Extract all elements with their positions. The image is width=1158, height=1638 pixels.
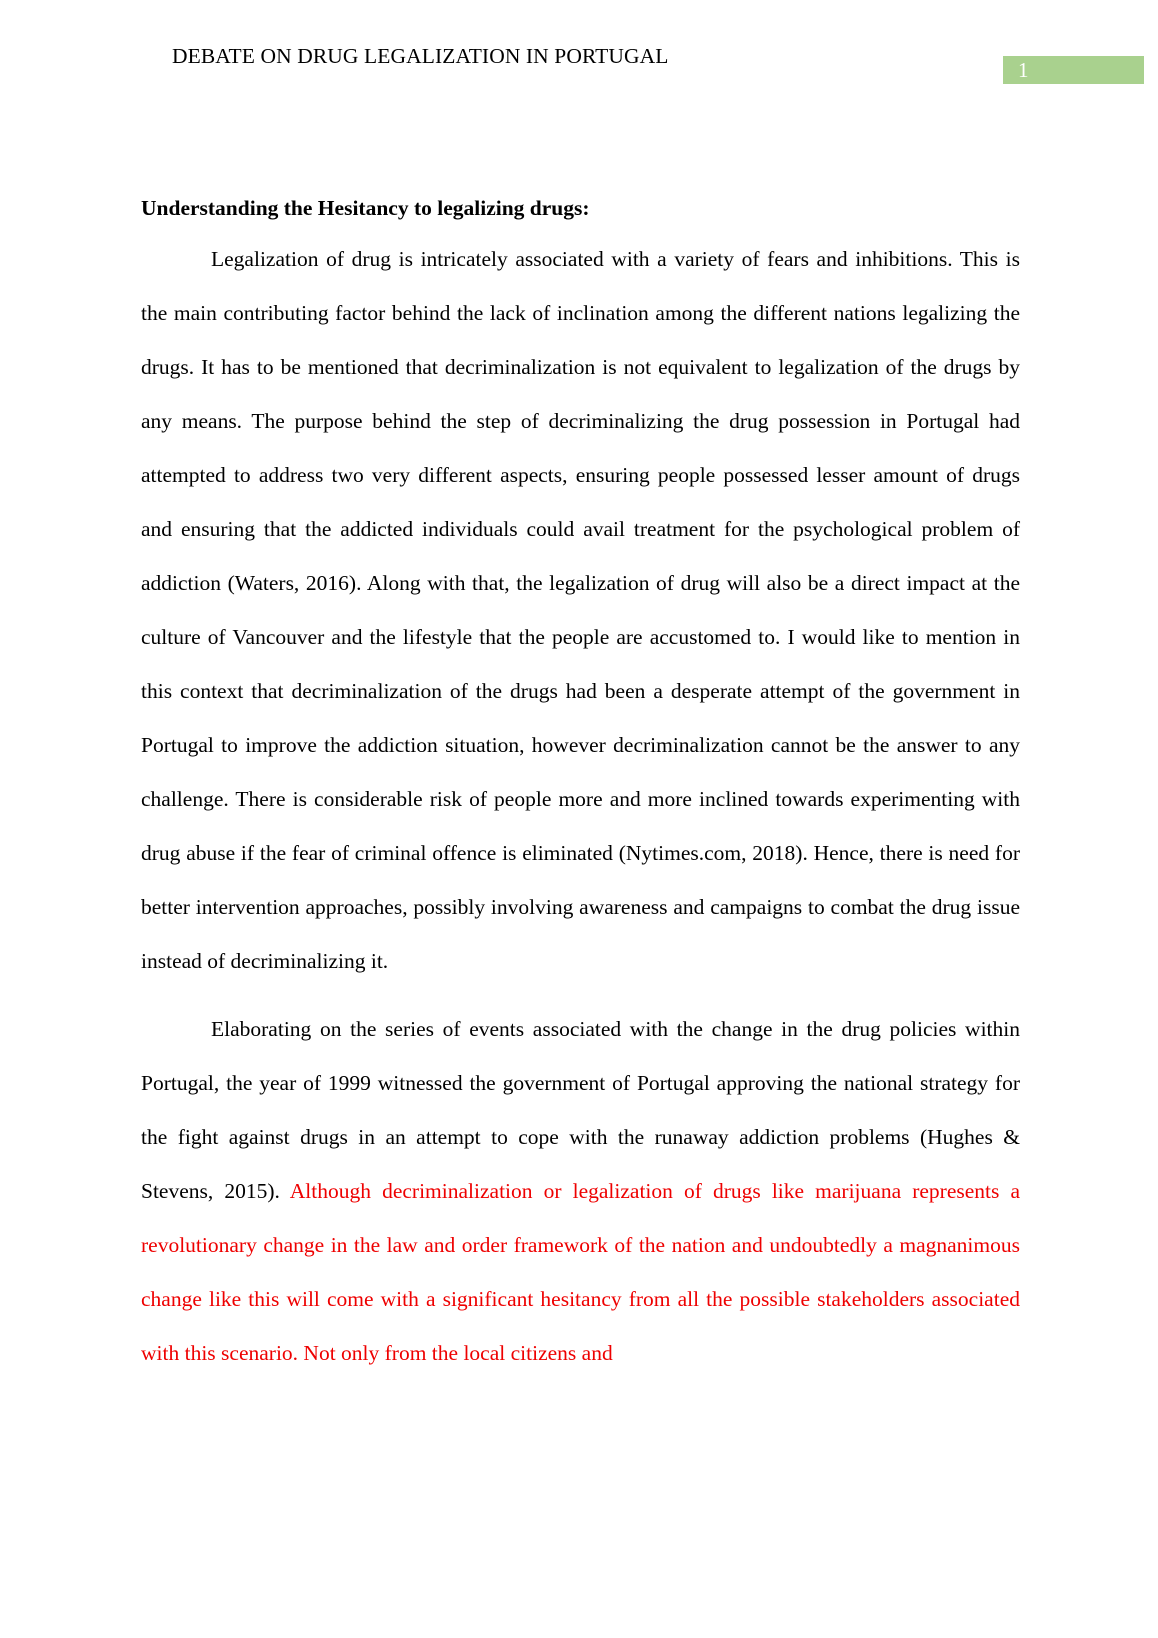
page-number: 1 <box>1003 56 1144 84</box>
paragraph-2-highlighted-text: Although decriminalization or legalization of drugs like marijuana represents a revolutionary change in the law and order framework of the nation and undoubtedly a magnanimous change like this will come with a significant hesitancy from all the possible stakeholders associated with this scenario. Not only from the local citizens and <box>141 1179 1020 1365</box>
paragraph-2 <box>141 1002 1020 1380</box>
document-body <box>141 192 1020 1380</box>
running-head: DEBATE ON DRUG LEGALIZATION IN PORTUGAL <box>172 44 669 68</box>
paragraph-2-text: Elaborating on the series of events associated with the change in the drug policies within Portugal, the year of 1999 witnessed the government of Portugal approving the national strategy for the fight against drugs in an attempt to cope with the runaway addiction problems (Hughes & Stevens, 2015). <box>141 1017 1020 1203</box>
paragraph-1-text: Legalization of drug is intricately associated with a variety of fears and inhibitions. This is the main contributing factor behind the lack of inclination among the different nations legalizing the drugs. It has to be mentioned that decriminalization is not equivalent to legalization of the drugs by any means. The purpose behind the step of decriminalizing the drug possession in Portugal had attempted to address two very different aspects, ensuring people possessed lesser amount of drugs and ensuring that the addicted individuals could avail treatment for the psychological problem of addiction (Waters, 2016). Along with that, the legalization of drug will also be a direct impact at the culture of Vancouver and the lifestyle that the people are accustomed to. I would like to mention in this context that decriminalization of the drugs had been a desperate attempt of the government in Portugal to improve the addiction situation, however decriminalization cannot be the answer to any challenge. There is considerable risk of people more and more inclined towards experimenting with drug abuse if the fear of criminal offence is eliminated (Nytimes.com, 2018). Hence, there is need for better intervention approaches, possibly involving awareness and campaigns to combat the drug issue instead of decriminalizing it. <box>141 247 1020 973</box>
paragraph-1 <box>141 232 1020 988</box>
section-heading: Understanding the Hesitancy to legalizing drugs: <box>141 196 590 220</box>
